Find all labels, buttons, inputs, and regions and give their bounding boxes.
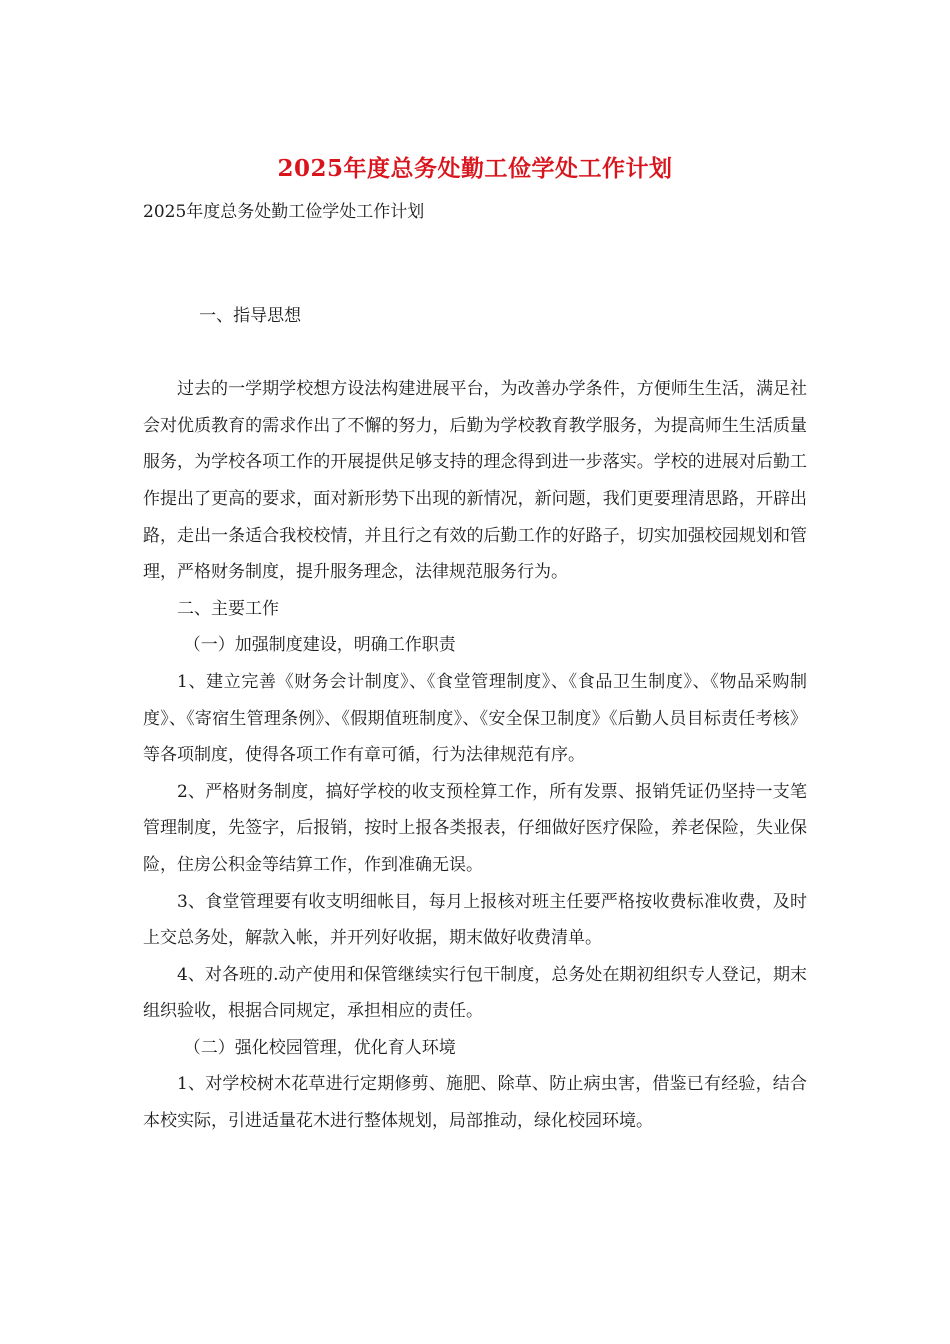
- subsection-heading-system-building: （一）加强制度建设，明确工作职责: [183, 635, 456, 656]
- section-heading-main-work: 二、主要工作: [177, 598, 279, 619]
- section-heading-guiding-thought: 一、指导思想: [199, 306, 302, 326]
- document-body: [143, 298, 807, 1140]
- document-title: 2025年度总务处勤工俭学处工作计划: [277, 155, 673, 182]
- document-subtitle: 2025年度总务处勤工俭学处工作计划: [143, 202, 425, 222]
- list-item: 1、对学校树木花草进行定期修剪、施肥、除草、防止病虫害，借鉴已有经验，结合本校实际，引进适量花木进行整体规划，局部推动，绿化校园环境。: [143, 1074, 807, 1132]
- list-item: 4、对各班的.动产使用和保管继续实行包干制度，总务处在期初组织专人登记，期末组织验收，根据合同规定，承担相应的责任。: [143, 964, 807, 1022]
- list-item: 2、严格财务制度，搞好学校的收支预栓算工作，所有发票、报销凭证仍坚持一支笔管理制度，先签字，后报销，按时上报各类报表，仔细做好医疗保险，养老保险，失业保险，住房公积金等结算工作，作到准确无误。: [143, 781, 807, 875]
- paragraph-guiding-thought: 过去的一学期学校想方设法构建进展平台，为改善办学条件，方便师生生活，满足社会对优质教育的需求作出了不懈的努力，后勤为学校教育教学服务，为提高师生生活质量服务，为学校各项工作的开展提供足够支持的理念得到进一步落实。学校的进展对后勤工作提出了更高的要求，面对新形势下出现的新情况，新问题，我们更要理清思路，开辟出路，走出一条适合我校校情，并且行之有效的后勤工作的好路子，切实加强校园规划和管理，严格财务制度，提升服务理念，法律规范服务行为。: [143, 379, 807, 583]
- list-item: 3、食堂管理要有收支明细帐目，每月上报核对班主任要严格按收费标准收费，及时上交总务处，解款入帐，并开列好收据，期末做好收费清单。: [143, 891, 807, 949]
- list-item: 1、建立完善《财务会计制度》、《食堂管理制度》、《食品卫生制度》、《物品采购制度》、《寄宿生管理条例》、《假期值班制度》、《安全保卫制度》《后勤人员目标责任考核》等各项制度，使得各项工作有章可循，行为法律规范有序。: [143, 671, 807, 766]
- subsection-heading-campus-management: （二）强化校园管理，优化育人环境: [183, 1037, 456, 1058]
